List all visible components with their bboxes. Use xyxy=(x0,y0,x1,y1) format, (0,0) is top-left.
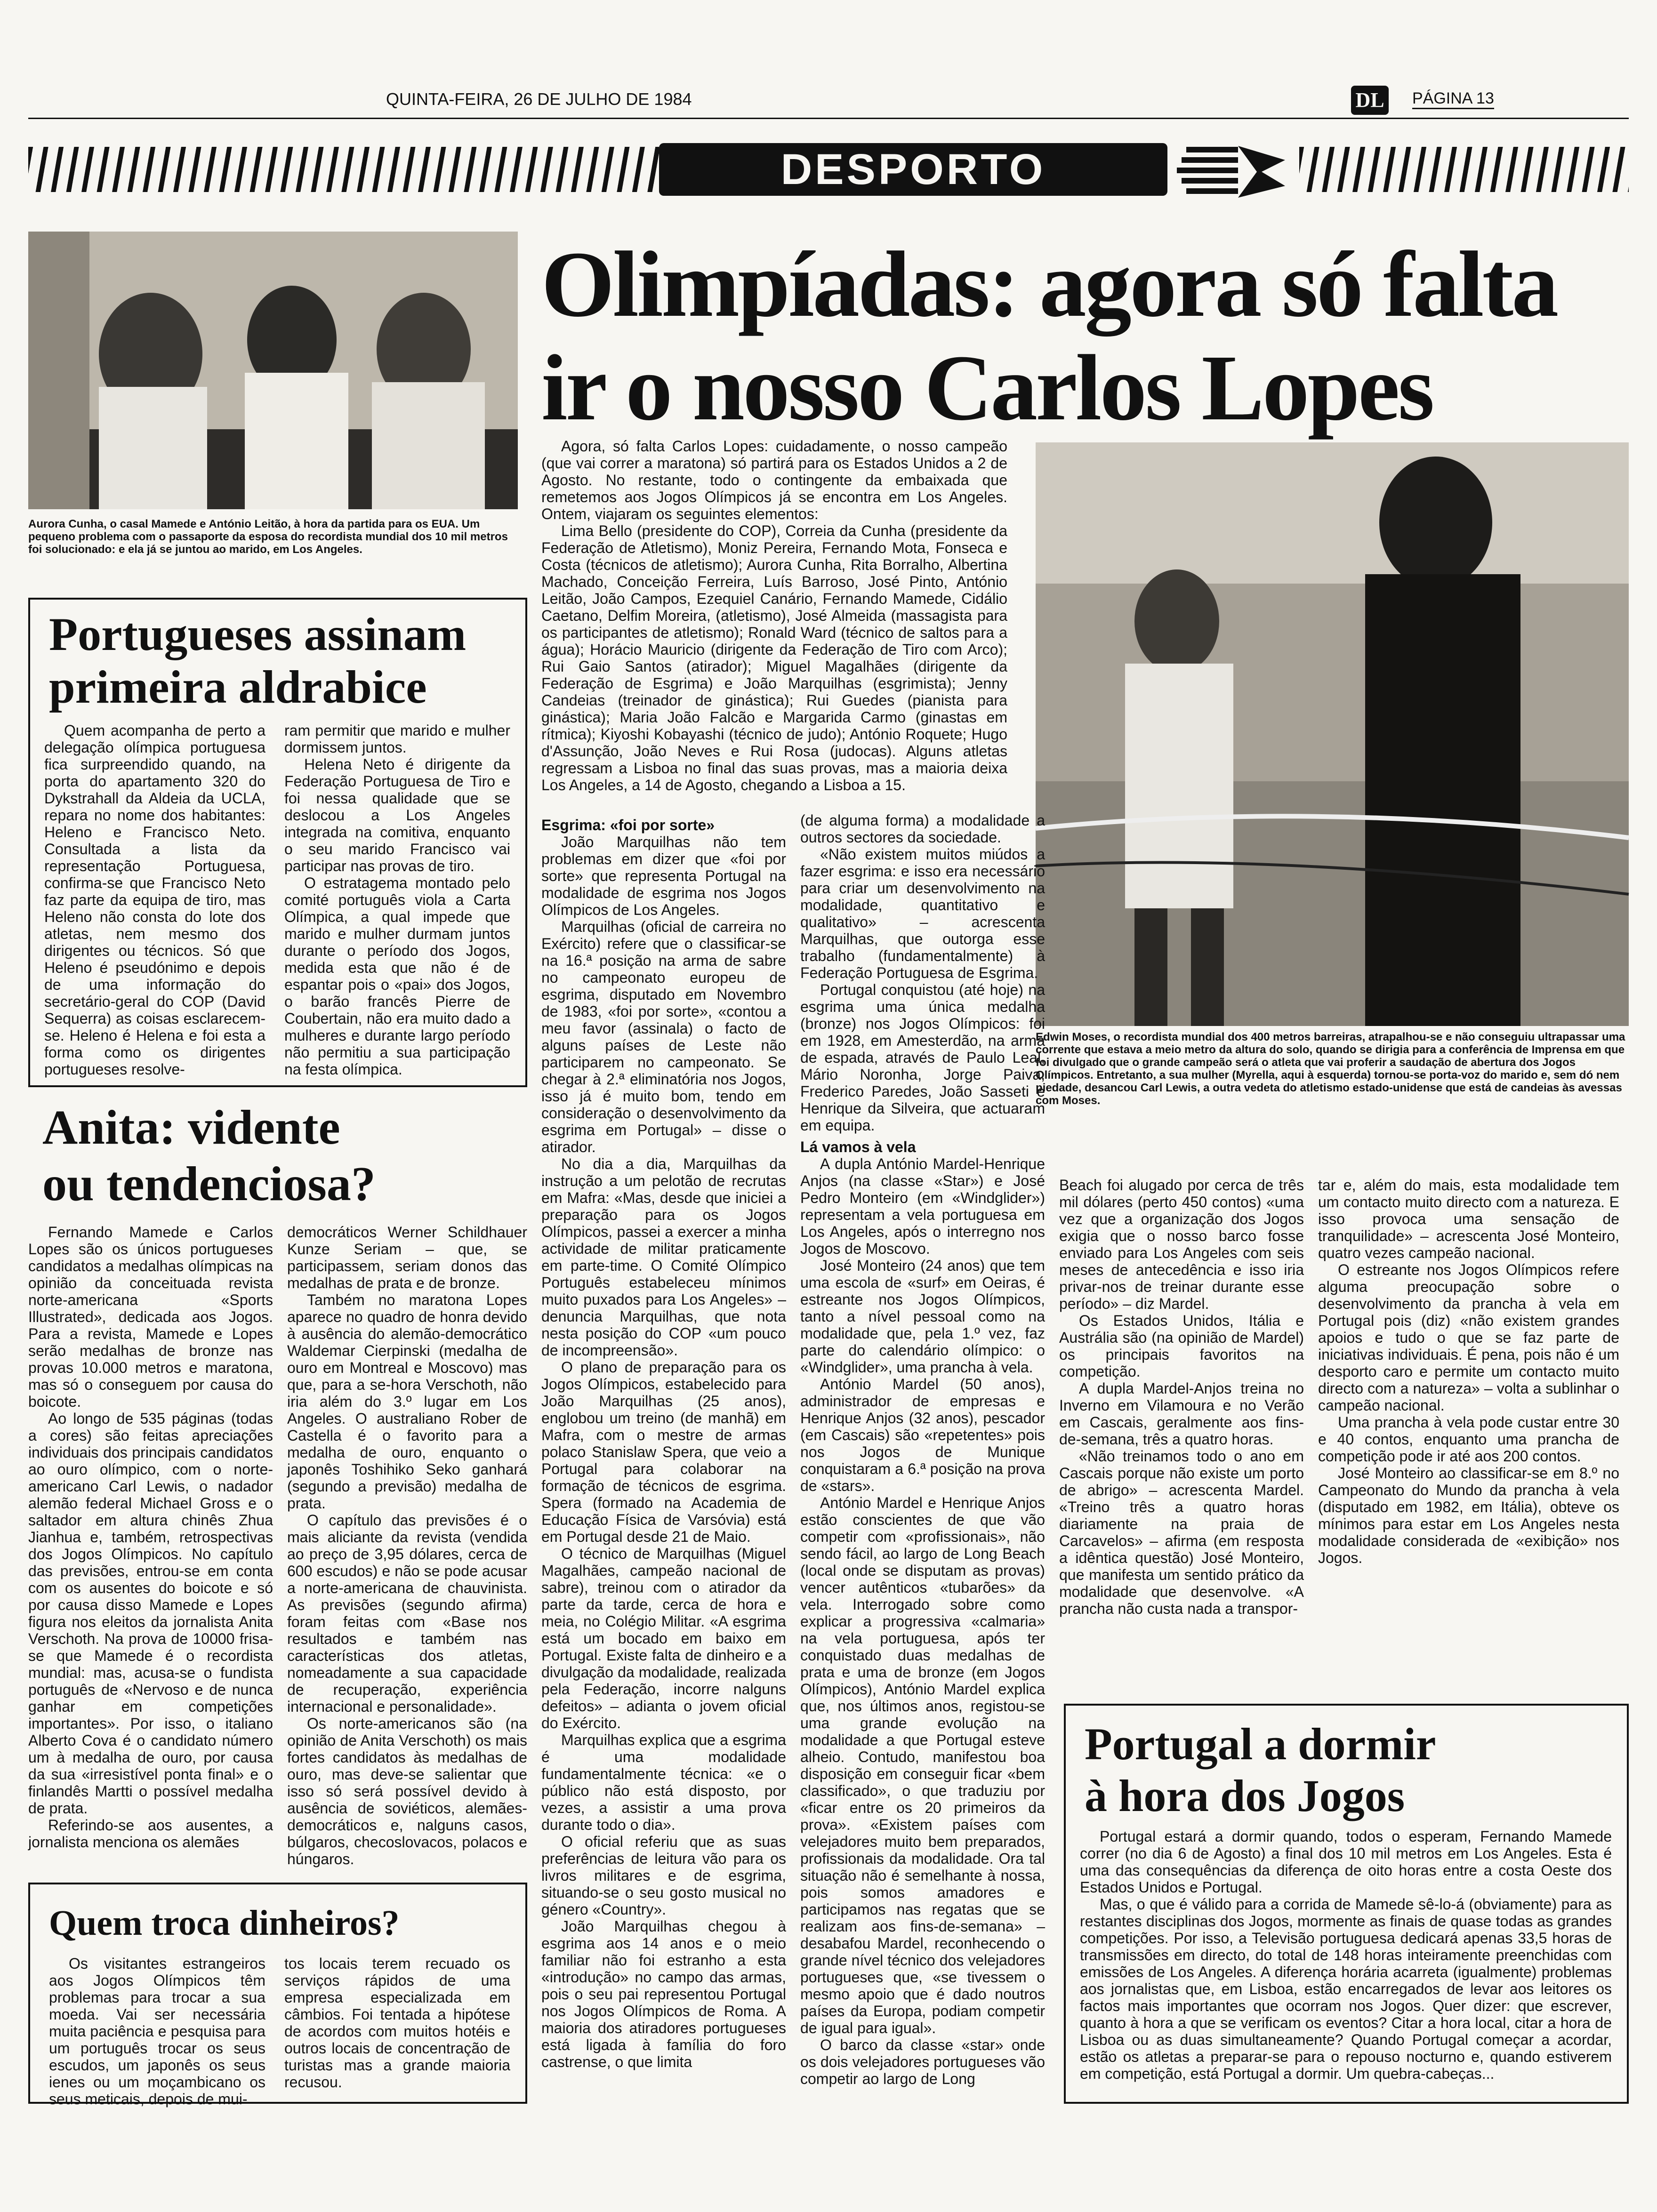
paragraph: José Monteiro (24 anos) que tem uma escola de «surf» em Oeiras, é estreante nos Jogos Olímpicos, tanto a nível pessoal como na modalidade que, pela 1.º vez, faz parte do calendário olímpico: o «Windglider», uma prancha à vela. xyxy=(800,1257,1045,1376)
paragraph: Marquilhas explica que a esgrima é uma modalidade fundamentalmente técnica: «e o público não está disposto, por vezes, a assistir a uma prova durante todo o dia». xyxy=(541,1731,786,1833)
paragraph: O estratagema montado pelo comité português viola a Carta Olímpica, a qual impede que marido e mulher durmam juntos durante o período dos Jogos, medida esta que não é de espantar pois o «pai» dos Jogos, o barão francês Pierre de Coubertain, não era muito dado a mulheres e durante largo período não permitiu a sua participação na festa olímpica. xyxy=(284,874,510,1078)
intro-paragraph: Lima Bello (presidente do COP), Correia da Cunha (presidente da Federação de Atletismo), Moniz Pereira, Fernando Mota, Fonseca e Costa (técnicos de atletismo); Aurora Cunha, Rita Borralho, Albertina Machado, Conceição Ferreira, Luís Barroso, José Pinto, António Leitão, João Campos, Ezequiel Canário, Fernando Mamede, Cidálio Caetano, Delfim Moreira, (atletismo), José Almeida (massagista para os participantes de atletismo); Ronald Ward (técnico de saltos para a água); Horácio Mauricio (dirigente da Federação de Tiro com Arco); Rui Gaio Santos (atirador); Miguel Magalhães (dirigente da Federação de Esgrima) e João Marquilhas (esgrimista); Jenny Candeias (treinador de ginástica); Rui Guedes (pianista para ginástica); Maria João Falcão e Margarida Carmo (ginastas em rítmica); Kiyoshi Kobayashi (técnico de judo); António Roquete; Hugo d'Assunção, João Neves e Rui Rosa (judocas). Alguns atletas regressam a Lisboa no final das suas provas, mas a maioria deixa Los Angeles, a 14 de Agosto, chegando a Lisboa a 15. xyxy=(541,522,1007,793)
portugueses-headline-line2: primeira aldrabice xyxy=(49,661,427,713)
dormir-body xyxy=(1080,1828,1612,2096)
banner-hatch-left xyxy=(28,147,659,192)
paragraph: O capítulo das previsões é o mais aliciante da revista (vendida ao preço de 3,95 dólares, cerca de 600 escudos) e não se pode acusar a norte-americana de chauvinista. As previsões (segundo afirma) foram feitas com «Base nos resultados e também nas características dos atletas, nomeadamente a sua capacidade de recuperação, experiência internacional e personalidade». xyxy=(287,1512,527,1715)
main-headline-line1: Olimpíadas: agora só falta xyxy=(541,232,1557,337)
paragraph: tar e, além do mais, esta modalidade tem um contacto muito directo com a natureza. E isso provoca uma sensação de tranquilidade» – acrescenta José Monteiro, quatro vezes campeão nacional. xyxy=(1318,1177,1619,1261)
olympic-logo-icon xyxy=(1167,141,1290,202)
paragraph: A dupla Mardel-Anjos treina no Inverno em Vilamoura e no Verão em Cascais, geralmente aos fins-de-semana, três a quatro horas. xyxy=(1059,1380,1304,1448)
box-dormir xyxy=(1064,1704,1629,2104)
subhead-esgrima: Esgrima: «foi por sorte» xyxy=(541,817,715,834)
paragraph: José Monteiro ao classificar-se em 8.º no Campeonato do Mundo da prancha à vela (disputado em 1982, em Itália), obteve os mínimos para estar em Los Angeles nesta modalidade considerada de «exibição» nos Jogos. xyxy=(1318,1465,1619,1566)
paragraph: João Marquilhas não tem problemas em dizer que «foi por sorte» que representa Portugal na modalidade de esgrima nos Jogos Olímpicos de Los Angeles. xyxy=(541,834,786,918)
main-col2 xyxy=(800,812,1045,2097)
section-banner xyxy=(659,143,1167,196)
paragraph: Portugal conquistou (até hoje) na esgrima uma única medalha (bronze) nos Jogos Olímpicos: foi em 1928, em Amesterdão, na arma de espada, através de Paulo Leal, Mário Noronha, Jorge Paiva, Frederico Paredes, João Sasseti e Henrique da Silveira, que actuaram em equipa. xyxy=(800,981,1045,1134)
paragraph: O estreante nos Jogos Olímpicos refere alguma preocupação sobre o desenvolvimento da prancha à vela em Portugal pois (diz) «não existem grandes apoios e tudo o que se faz parte de iniciativas individuais. É pena, pois não é um desporto caro e permite um contacto muito directo com a natureza» – volta a sublinhar o campeão nacional. xyxy=(1318,1261,1619,1414)
main-headline-line2: ir o nosso Carlos Lopes xyxy=(541,336,1433,440)
page-header xyxy=(0,0,1657,193)
paragraph: Quem acompanha de perto a delegação olímpica portuguesa fica surpreendido quando, na porta do apartamento 320 do Dykstrahall da Aldeia da UCLA, repara no nome dos habitantes: Heleno e Francisco Neto. Consultada a lista da representação Portuguesa, confirma-se que Francisco Neto faz parte da equipa de tiro, mas Heleno não consta do lote dos atletas, nem mesmo dos dirigentes ou técnicos. Só que Heleno é pseudónimo e depois de uma informação do secretário-geral do COP (David Sequerra) as coisas esclarecem-se. Heleno é Helena e foi esta a forma como os dirigentes portugueses resolve- xyxy=(44,722,265,1078)
header-rule xyxy=(28,118,1629,119)
paragraph: ram permitir que marido e mulher dormissem juntos. xyxy=(284,722,510,756)
paragraph: O técnico de Marquilhas (Miguel Magalhães, campeão nacional de sabre), treinou com o atirador da parte da tarde, cerca de hora e meia, no Colégio Militar. «A esgrima está um bocado em baixo em Portugal. Existe falta de dinheiro e a divulgação da modalidade, realizada pela Federação, incorre nalguns defeitos» – adianta o jovem oficial do Exército. xyxy=(541,1545,786,1731)
paragraph: Os Estados Unidos, Itália e Austrália são (na opinião de Mardel) os principais favoritos na competição. xyxy=(1059,1312,1304,1380)
main-col3 xyxy=(1059,1177,1304,1690)
dormir-headline-line2: à hora dos Jogos xyxy=(1085,1771,1405,1821)
logo-text: DL xyxy=(1355,88,1384,112)
paragraph: Portugal estará a dormir quando, todos o esperam, Fernando Mamede correr (no dia 6 de Agosto) a final dos 10 mil metros em Los Angeles. Esta é uma das consequências da diferença de oito horas entre a costa Oeste dos Estados Unidos e Portugal. xyxy=(1080,1828,1612,1896)
banner-hatch-right xyxy=(1299,147,1629,192)
dinheiros-headline: Quem troca dinheiros? xyxy=(49,1903,400,1943)
paragraph: Beach foi alugado por cerca de três mil dólares (perto 450 contos) «uma vez que a organização dos Jogos exigia que o nosso barco fosse enviado para Los Angeles com seis meses de antecedência e isso iria privar-nos de treinar durante esse período» – diz Mardel. xyxy=(1059,1177,1304,1312)
paragraph: Referindo-se aos ausentes, a jornalista menciona os alemães xyxy=(28,1817,273,1851)
paragraph: «Não treinamos todo o ano em Cascais porque não existe um porto de abrigo» – acrescenta Mardel. «Treino três a quatro horas diariamente na praia de Carcavelos» – afirma (em resposta a idêntica questão) José Monteiro, que manifesta um sentido prático da modalidade que desenvolve. «A prancha não custa nada a transpor- xyxy=(1059,1448,1304,1617)
dinheiros-col1 xyxy=(49,1955,265,2108)
dinheiros-col2 xyxy=(284,1955,510,2096)
paragraph: Também no maratona Lopes aparece no quadro de honra devido à ausência do alemão-democrático Waldemar Cierpinski (medalha de ouro em Montreal e Moscovo) mas que, para a se-hora Verschoth, não iria além do 3.º lugar em Los Angeles. O australiano Rober de Castella é o favorito para a medalha de ouro, enquanto o japonês Toshihiko Seko ganhará (segundo a previsão) medalha de prata. xyxy=(287,1291,527,1512)
photo-edwin-moses xyxy=(1036,442,1629,1026)
portugueses-headline-line1: Portugueses assinam xyxy=(49,608,467,660)
anita-headline-line2: ou tendenciosa? xyxy=(42,1157,376,1211)
paragraph: Os visitantes estrangeiros aos Jogos Olímpicos têm problemas para trocar a sua moeda. Vai ser necessária muita paciência e pesquisa para um português trocar os seus escudos, um japonês os seus ienes ou um moçambicano os seus meticais, depois de mui- xyxy=(49,1955,265,2108)
anita-col1 xyxy=(28,1224,273,1859)
main-col1 xyxy=(541,812,786,2097)
paragraph: tos locais terem recuado os serviços rápidos de uma empresa especializada em câmbios. Foi tentada a hipótese de acordos com muitos hotéis e outros locais de concentração de turistas mas a grande maioria recusou. xyxy=(284,1955,510,2091)
paragraph: A dupla António Mardel-Henrique Anjos (na classe «Star») e José Pedro Monteiro (em «Windglider») representam a vela portuguesa em Los Angeles, após o interregno nos Jogos de Moscovo. xyxy=(800,1155,1045,1257)
intro-paragraph: Agora, só falta Carlos Lopes: cuidadamente, o nosso campeão (que vai correr a maratona) só partirá para os Estados Unidos a 2 de Agosto. No restante, todo o contingente da embaixada que remetemos aos Jogos Olímpicos já se encontra em Los Angeles. Ontem, viajaram os seguintes elementos: xyxy=(541,438,1007,522)
main-col4 xyxy=(1318,1177,1619,1690)
paragraph: «Não existem muitos miúdos a fazer esgrima: e isso era necessário para criar um desenvolvimento na modalidade, quantitativo e qualitativo» – acrescenta Marquilhas, que outorga esse trabalho (fundamentalmente) à Federação Portuguesa de Esgrima. xyxy=(800,846,1045,981)
box-portugueses xyxy=(28,598,527,1087)
paragraph: No dia a dia, Marquilhas da instrução a um pelotão de recrutas em Mafra: «Mas, desde que iniciei a preparação para os Jogos Olímpicos, passei a exercer a minha actividade de militar praticamente em parte-time. O Comité Olímpico Português estabeleceu mínimos muito puxados para Los Angeles» – denuncia Marquilhas, que nota nesta posição do COP «um pouco de incompreensão». xyxy=(541,1155,786,1359)
photo-caption-moses: Edwin Moses, o recordista mundial dos 400 metros barreiras, atrapalhou-se e não conseguiu ultrapassar uma corrente que estava a meio metro da altura do solo, quando se dirigia para a conferência de Imprensa em que foi divulgado que o grande campeão será o atleta que vai proferir a saudação de abertura dos Jogos Olímpicos. Entretanto, a sua mulher (Myrella, aqui à esquerda) tornou-se porta-voz do marido e, sem dó nem piedade, desancou Carl Lewis, a outra vedeta do atletismo estado-unidense que está de candeias às avessas com Moses. xyxy=(1036,1031,1625,1107)
paragraph: democráticos Werner Schildhauer Kunze Seriam – que, se participassem, seriam donos das medalhas de prata e de bronze. xyxy=(287,1224,527,1291)
paragraph: (de alguma forma) a modalidade a outros sectores da sociedade. xyxy=(800,812,1045,846)
paragraph: João Marquilhas chegou à esgrima aos 14 anos e o meio familiar não foi estranho a esta «introdução» no campo das armas, pois o seu pai representou Portugal nos Jogos Olímpicos de Roma. A maioria dos atiradores portugueses está ligada à família do foro castrense, o que limita xyxy=(541,1918,786,2070)
paragraph: Ao longo de 535 páginas (todas a cores) são feitas apreciações individuais dos principais candidatos ao ouro olímpico, com o norte-americano Carl Lewis, o nadador alemão federal Michael Gross e o saltador em altura chinês Zhua Jianhua e, também, retrospectivas dos Jogos Olímpicos. No capítulo das previsões, entrou-se em conta com os ausentes do boicote e só por causa disso Mamede e Lopes figura nos eleitos da jornalista Anita Verschoth. Na prova de 10000 frisa-se que Mamede é o recordista mundial: mas, acusa-se o fundista português de «Nervoso e de nunca ganhar em competições importantes». Por isso, o italiano Alberto Cova é o candidato número um à medalha de ouro, por causa da sua «irresistível ponta final» e o finlandês Martti o possível medalha de prata. xyxy=(28,1410,273,1817)
page-number: PÁGINA 13 xyxy=(1412,89,1494,109)
dormir-headline-line1: Portugal a dormir xyxy=(1085,1719,1436,1769)
paragraph: Fernando Mamede e Carlos Lopes são os únicos portugueses candidatos a medalhas olímpicas na opinião da conceituada revista norte-americana «Sports Illustrated», dedicada aos Jogos. Para a revista, Mamede e Lopes serão medalhas de bronze nas provas 10.000 metros e maratona, mas só o conseguem por causa do boicote. xyxy=(28,1224,273,1410)
paragraph: António Mardel e Henrique Anjos estão conscientes de que vão competir com «profissionais», não sendo fácil, ao largo de Long Beach (local onde se disputam as provas) vencer autênticos «tubarões» da vela. Interrogado sobre como explicar a progressiva «calmaria» na vela portuguesa, após ter conquistado duas medalhas de prata e uma de bronze (em Jogos Olímpicos), António Mardel explica que, nos últimos anos, registou-se uma grande evolução na modalidade a que Portugal esteve alheio. Contudo, manifestou boa disposição em conseguir ficar «bem classificado», o que traduziu por «ficar entre os 20 primeiros da prova». «Existem países com velejadores muito bem preparados, profissionais da modalidade. Ora tal situação não é semelhante à nossa, pois somos amadores e participamos nas regatas que se realizam aos fins-de-semana» – desabafou Mardel, reconhecendo o grande nível técnico dos velejadores portugueses que, «se tivessem o mesmo apoio que é dado noutros países da Europa, podiam competir de igual para igual». xyxy=(800,1494,1045,2036)
paragraph: O oficial referiu que as suas preferências de leitura vão para os livros militares e de esgrima, situando-se o seu gosto musical no género «Country». xyxy=(541,1833,786,1918)
paragraph: Os norte-americanos são (na opinião de Anita Verschoth) os mais fortes candidatos às medalhas de ouro, mas deve-se salientar que isso só será possível devido à ausência de soviéticos, alemães-democráticos e, nalguns casos, búlgaros, checoslovacos, polacos e húngaros. xyxy=(287,1715,527,1867)
section-title: DESPORTO xyxy=(780,145,1046,193)
portugueses-col2 xyxy=(284,722,510,1080)
paragraph: O plano de preparação para os Jogos Olímpicos, estabelecido para João Marquilhas (25 anos), englobou um treino (de manhã) em Mafra, com o mestre de armas polaco Stanislaw Spera, que veio a Portugal para colaborar na formação de técnicos de esgrima. Spera (formado na Academia de Educação Física de Varsóvia) está em Portugal desde 21 de Maio. xyxy=(541,1359,786,1545)
photo-caption-departure: Aurora Cunha, o casal Mamede e António Leitão, à hora da partida para os EUA. Um pequeno problema com o passaporte da esposa do recordista mundial dos 10 mil metros foi solucionado: e ela já se juntou ao marido, em Los Angeles. xyxy=(28,518,508,556)
anita-col2 xyxy=(287,1224,527,1867)
paragraph: Mas, o que é válido para a corrida de Mamede sê-lo-á (obviamente) para as restantes disciplinas dos Jogos, mormente as finais de quase todas as grandes competições. Por isso, a Televisão portuguesa dedicará apenas 33,5 horas de transmissões em directo, do total de 148 horas inteiramente preenchidas com emissões de Los Angeles. A diferença horária acarreta (igualmente) problemas aos jornalistas que, em Lisboa, estão encarregados de levar aos leitores os factos mais importantes que ocorram nos Jogos. Quer dizer: que escrever, quanto à hora a que se verificam os eventos? Citar a hora local, citar a hora de Lisboa ou as duas simultaneamente? Quando Portugal começar a acordar, estão os atletas a preparar-se para o repouso nocturno e, quando estiverem em competição, está Portugal a dormir. Um quebra-cabeças... xyxy=(1080,1896,1612,2082)
paragraph: Helena Neto é dirigente da Federação Portuguesa de Tiro e foi nessa qualidade que se deslocou a Los Angeles integrada na comitiva, enquanto o seu marido Francisco vai participar nas provas de tiro. xyxy=(284,756,510,874)
portugueses-col1 xyxy=(44,722,265,1080)
photo-athletes-departure xyxy=(28,232,518,509)
paragraph: O barco da classe «star» onde os dois velejadores portugueses vão competir ao largo de Long xyxy=(800,2036,1045,2087)
anita-headline-line1: Anita: vidente xyxy=(42,1100,340,1154)
logo xyxy=(1351,86,1389,115)
paragraph: Marquilhas (oficial de carreira no Exército) refere que o classificar-se na 16.ª posição na arma de sabre no campeonato europeu de esgrima, disputado em Novembro de 1983, «foi por sorte», «contou a meu favor (assinala) o facto de alguns países de Leste não participarem no campeonato. Se chegar à 2.ª eliminatória nos Jogos, isso já é muito bom, tendo em consideração o desenvolvimento da esgrima em Portugal» – disse o atirador. xyxy=(541,918,786,1155)
main-intro xyxy=(541,438,1007,809)
paragraph: António Mardel (50 anos), administrador de empresas e Henrique Anjos (32 anos), pescador (em Cascais) são «repetentes» pois nos Jogos de Munique conquistaram a 6.ª posição na prova de «stars». xyxy=(800,1376,1045,1494)
paragraph: Uma prancha à vela pode custar entre 30 e 40 contos, enquanto uma prancha de competição pode ir até aos 200 contos. xyxy=(1318,1414,1619,1465)
subhead-vela: Lá vamos à vela xyxy=(800,1138,916,1155)
date-line: QUINTA-FEIRA, 26 DE JULHO DE 1984 xyxy=(386,89,692,109)
box-dinheiros xyxy=(28,1883,527,2108)
